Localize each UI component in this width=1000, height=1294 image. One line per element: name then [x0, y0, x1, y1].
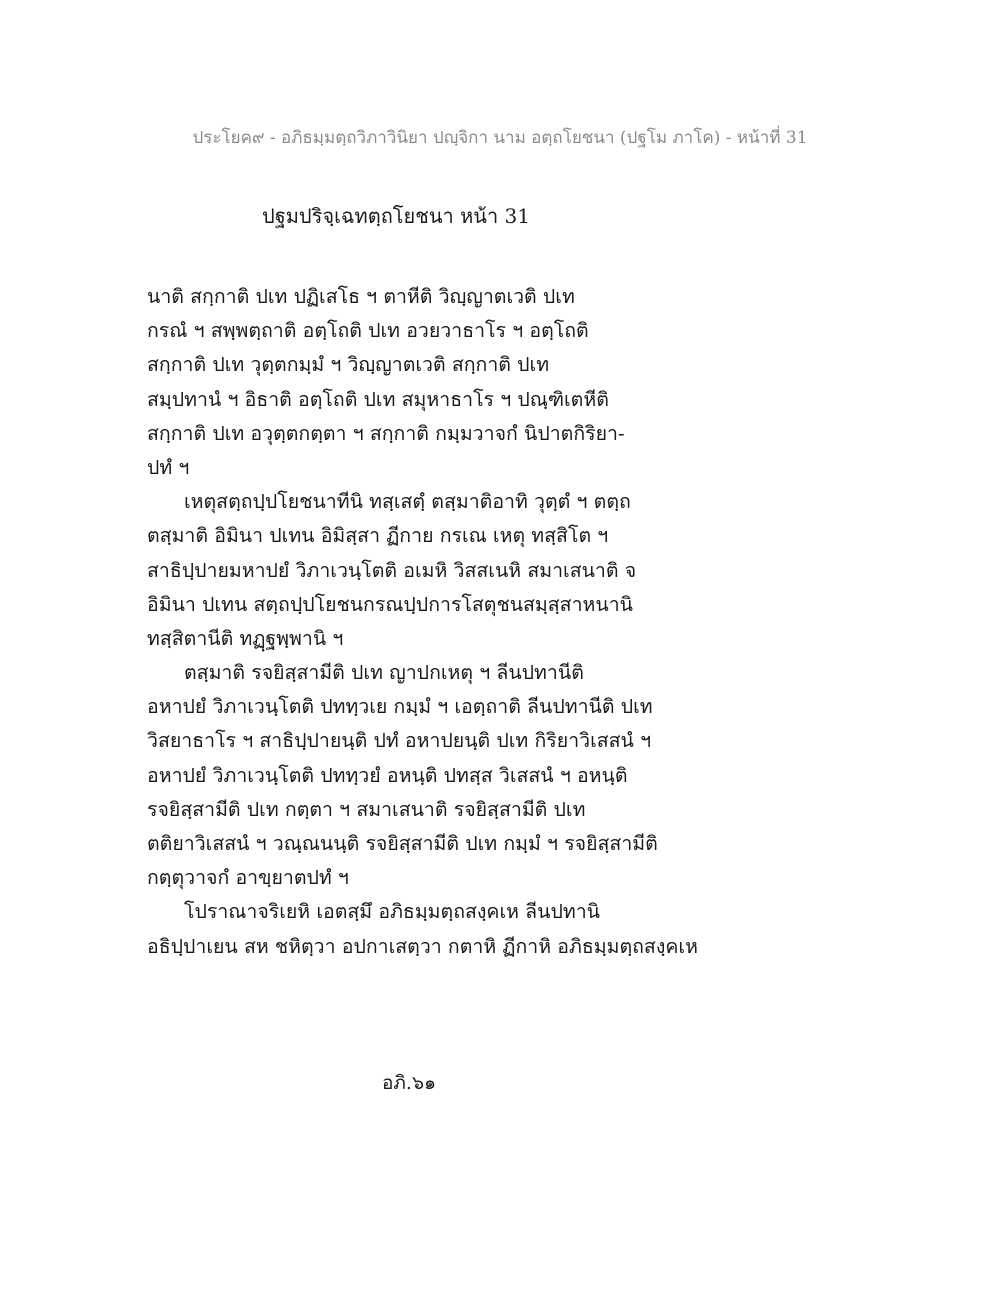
- body-text: [147, 280, 867, 964]
- text-line: สมฺปทานํ ฯ อิธาติ อตฺโถติ ปเท สมุหาธาโร ฯ ปณฺฑิเตหีติ: [147, 387, 609, 411]
- paragraph-first-line: เหตุสตฺถปฺปโยชนาทีนิ ทสฺเสตฺํ ตสฺมาติอาทิ วุตฺตํ ฯ ตตฺถ: [184, 490, 631, 514]
- text-line: ทสฺสิตานีติ ทฏฺฐพฺพานิ ฯ: [147, 626, 344, 650]
- text-line: กรณํ ฯ สพฺพตฺถาติ อตฺโถติ ปเท อวยวาธาโร ฯ อตฺโถติ: [147, 319, 589, 343]
- text-line: อิมินา ปเทน สตฺถปฺปโยชนกรณปฺปการโสตุชนสมฺสฺสาหนานิ: [147, 592, 633, 616]
- running-header: ประโยค๙ - อภิธมฺมตฺถวิภาวินิยา ปญฺจิกา นาม อตฺถโยชนา (ปฐโม ภาโค) - หน้าที่ 31: [192, 128, 808, 148]
- page-signature: อภิ.๖๑: [382, 1072, 437, 1094]
- paragraph-first-line: ตสฺมาติ รจยิสฺสามีติ ปเท ญาปกเหตุ ฯ ลีนปทานีติ: [184, 661, 584, 685]
- text-line: อหาปยํ วิภาเวนฺโตติ ปททฺวเย กมฺมํ ฯ เอตฺถาติ ลีนปทานีติ ปเท: [147, 695, 653, 719]
- text-line: ปทํ ฯ: [147, 455, 190, 479]
- paragraph-first-line: โปราณาจริเยหิ เอตสฺมึ อภิธมฺมตฺถสงฺคเห ลีนปทานิ: [184, 900, 600, 924]
- text-line: ตติยาวิเสสนํ ฯ วณฺณนนฺติ รจยิสฺสามีติ ปเท กมฺมํ ฯ รจยิสฺสามีติ: [147, 832, 658, 855]
- text-line: วิสยาธาโร ฯ สาธิปฺปายนฺติ ปทํ อหาปยนฺติ ปเท กิริยาวิเสสนํ ฯ: [147, 729, 652, 753]
- text-line: ตสฺมาติ อิมินา ปเทน อิมิสฺสา ฏีกาย กรเณ เหตุ ทสฺสิโต ฯ: [147, 524, 609, 548]
- section-title: ปฐมปริจฺเฉทตฺถโยชนา หน้า 31: [262, 204, 530, 228]
- text-line: กตฺตุวาจกํ อาขฺยาตปทํ ฯ: [147, 866, 349, 890]
- text-line: สาธิปฺปายมหาปยํ วิภาเวนฺโตติ อเมหิ วิสสเนหิ สมาเสนาติ จ: [147, 558, 637, 582]
- text-line: รจยิสฺสามีติ ปเท กตฺตา ฯ สมาเสนาติ รจยิสฺสามีติ ปเท: [147, 797, 586, 821]
- text-line: อธิปฺปาเยน สห ชหิตฺวา อปกาเสตฺวา กตาหิ ฏีกาหิ อภิธมฺมตฺถสงฺคเห: [147, 934, 698, 958]
- text-line: อหาปยํ วิภาเวนฺโตติ ปททฺวยํ อหนฺติ ปทสฺส วิเสสนํ ฯ อหนฺติ: [147, 763, 628, 787]
- text-line: สกฺกาติ ปเท อวุตฺตกตฺตา ฯ สกฺกาติ กมฺมวาจกํ นิปาตกิริยา-: [147, 421, 625, 445]
- text-line: นาติ สกฺกาติ ปเท ปฏิเสโธ ฯ ตาหีติ วิญฺญาตเวติ ปเท: [147, 285, 575, 308]
- text-line: สกฺกาติ ปเท วุตฺตกมฺมํ ฯ วิญฺญาตเวติ สกฺกาติ ปเท: [147, 353, 550, 377]
